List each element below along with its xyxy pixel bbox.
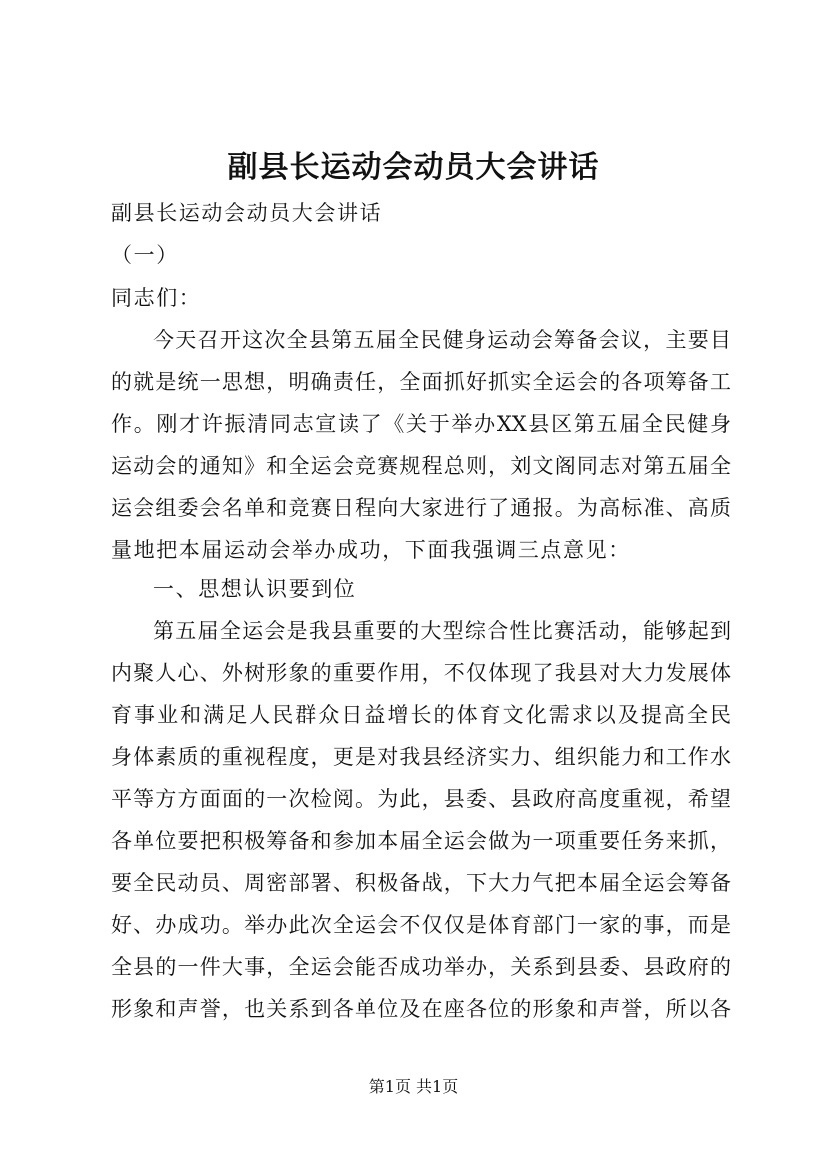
paragraph2-line: 平等方方面面的一次检阅。为此，县委、县政府高度重视，希望: [111, 787, 731, 811]
paragraph2-line: 育事业和满足人民群众日益增长的体育文化需求以及提高全民: [111, 703, 731, 727]
paragraph2-line: 内聚人心、外树形象的重要作用，不仅体现了我县对大力发展体: [111, 661, 731, 685]
section-number: （一）: [111, 243, 179, 267]
paragraph2-line: 要全民动员、周密部署、积极备战，下大力气把本届全运会筹备: [111, 871, 731, 895]
salutation: 同志们：: [111, 286, 202, 310]
paragraph2-line: 第五届全运会是我县重要的大型综合性比赛活动，能够起到: [153, 619, 731, 643]
paragraph1-line: 运动会的通知》和全运会竞赛规程总则，刘文阁同志对第五届全: [111, 454, 731, 478]
document-subtitle: 副县长运动会动员大会讲话: [111, 201, 383, 225]
section-heading: 一、思想认识要到位: [153, 577, 357, 601]
paragraph1-line: 的就是统一思想，明确责任，全面抓好抓实全运会的各项筹备工: [111, 370, 731, 394]
paragraph2-line: 形象和声誉，也关系到各单位及在座各位的形象和声誉，所以各: [111, 997, 731, 1021]
paragraph1-line: 量地把本届运动会举办成功，下面我强调三点意见：: [111, 538, 631, 562]
paragraph2-line: 好、办成功。举办此次全运会不仅仅是体育部门一家的事，而是: [111, 913, 731, 937]
document-title: 副县长运动会动员大会讲话: [227, 150, 600, 185]
paragraph1-line: 运会组委会名单和竞赛日程向大家进行了通报。为高标准、高质: [111, 496, 731, 520]
paragraph2-line: 全县的一件大事，全运会能否成功举办，关系到县委、县政府的: [111, 955, 731, 979]
paragraph1-line: 今天召开这次全县第五届全民健身运动会筹备会议，主要目: [153, 328, 731, 352]
paragraph1-line: 作。刚才许振清同志宣读了《关于举办XX县区第五届全民健身: [111, 412, 731, 436]
paragraph2-line: 身体素质的重视程度，更是对我县经济实力、组织能力和工作水: [111, 745, 731, 769]
page-footer: 第1页 共1页: [368, 1077, 459, 1096]
paragraph2-line: 各单位要把积极筹备和参加本届全运会做为一项重要任务来抓，: [111, 829, 731, 853]
